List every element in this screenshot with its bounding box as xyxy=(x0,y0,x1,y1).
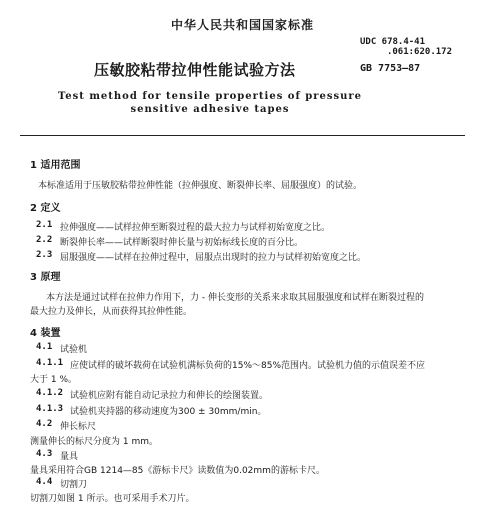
section-4-title: 4 装置 xyxy=(30,328,61,339)
clause-4-1-2-number: 4.1.2 xyxy=(36,388,64,398)
udc-code-line2: .061:620.172 xyxy=(386,47,452,57)
clause-4-4-text: 切割刀 xyxy=(60,480,88,490)
definition-2-2-number: 2.2 xyxy=(36,235,53,245)
clause-4-2-body: 测量伸长的标尺分度为 1 mm。 xyxy=(30,437,158,447)
clause-4-3-text: 量具 xyxy=(60,452,79,462)
clause-4-2-number: 4.2 xyxy=(36,419,53,429)
header-divider xyxy=(20,135,465,136)
clause-4-1-1-text-line1: 应使试样的破坏载荷在试验机满标负荷的15%～85%范围内。试验机力值的示值误差不应 xyxy=(70,361,426,371)
clause-4-1-text: 试验机 xyxy=(60,345,88,355)
definition-2-3-text: 屈服强度——试样在拉伸过程中，屈服点出现时的拉力与试样初始宽度之比。 xyxy=(60,253,367,263)
clause-4-1-1-text-line2: 大于 1 %。 xyxy=(30,375,77,385)
clause-4-2-text: 伸长标尺 xyxy=(60,422,97,432)
clause-4-4-number: 4.4 xyxy=(36,477,53,487)
section-3-text-line2: 最大拉力及伸长，从而获得其拉伸性能。 xyxy=(30,307,193,317)
clause-4-1-1-number: 4.1.1 xyxy=(36,358,64,368)
definition-2-2-text: 断裂伸长率——试样断裂时伸长量与初始标线长度的百分比。 xyxy=(60,238,304,248)
national-standard-heading: 中华人民共和国国家标准 xyxy=(170,18,314,32)
definition-2-1-number: 2.1 xyxy=(36,220,53,230)
section-3-title: 3 原理 xyxy=(30,272,61,283)
document-title-chinese: 压敏胶粘带拉伸性能试验方法 xyxy=(94,61,296,79)
clause-4-3-number: 4.3 xyxy=(36,449,53,459)
section-1-title: 1 适用范围 xyxy=(30,160,81,171)
clause-4-1-3-text: 试验机夹持器的移动速度为300 ± 30mm/min。 xyxy=(70,407,267,417)
clause-4-1-2-text: 试验机应附有能自动记录拉力和伸长的绘图装置。 xyxy=(70,391,269,401)
document-title-english-line1: Test method for tensile properties of pressure xyxy=(57,91,363,102)
document-title-english-line2: sensitive adhesive tapes xyxy=(130,104,290,115)
udc-code-line1: UDC 678.4-41 xyxy=(360,37,426,47)
definition-2-1-text: 拉伸强度——试样拉伸至断裂过程的最大拉力与试样初始宽度之比。 xyxy=(60,223,331,233)
section-1-text: 本标准适用于压敏胶粘带拉伸性能（拉伸强度、断裂伸长率、屈服强度）的试验。 xyxy=(38,181,363,191)
clause-4-3-body: 量具采用符合GB 1214—85《游标卡尺》读数值为0.02mm的游标卡尺。 xyxy=(30,466,325,476)
section-2-title: 2 定义 xyxy=(30,203,61,214)
clause-4-1-3-number: 4.1.3 xyxy=(36,404,64,414)
section-3-text-line1: 本方法是通过试样在拉伸力作用下，力 - 伸长变形的关系来求取其屈服强度和试样在断裂过程的 xyxy=(46,293,424,303)
gb-standard-number: GB 7753—87 xyxy=(360,63,421,74)
definition-2-3-number: 2.3 xyxy=(36,250,53,260)
clause-4-1-number: 4.1 xyxy=(36,342,53,352)
clause-4-4-body: 切割刀如图 1 所示。也可采用手术刀片。 xyxy=(30,494,195,504)
